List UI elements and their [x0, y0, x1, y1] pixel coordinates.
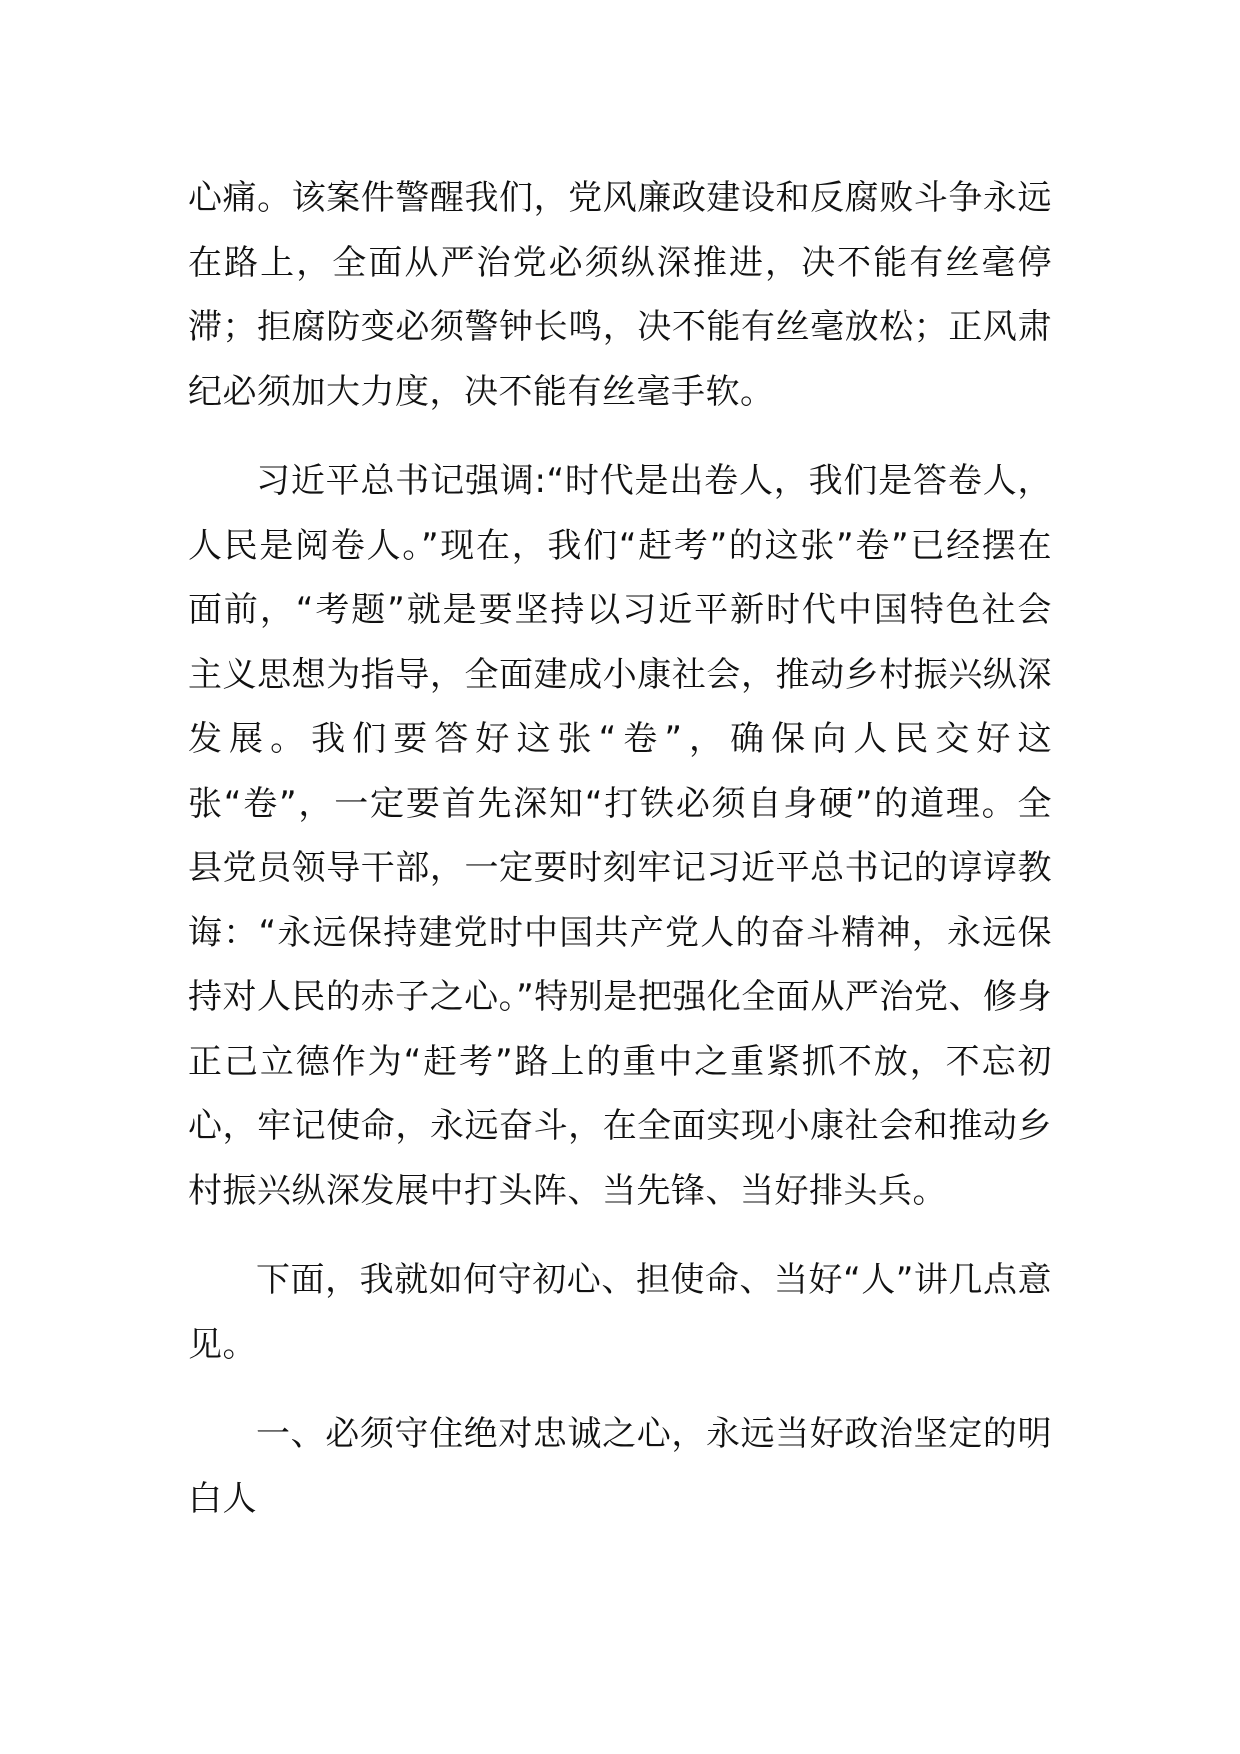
section-heading: 一、必须守住绝对忠诚之心，永远当好政治坚定的明白人 — [188, 1414, 1052, 1519]
paragraph-continuation: 心痛。该案件警醒我们，党风廉政建设和反腐败斗争永远在路上，全面从严治党必须纵深推进，决不能有丝毫停滞；拒腐防变必须警钟长鸣，决不能有丝毫放松；正风肃纪必须加大力度，决不能有丝毫手软。 — [188, 178, 1052, 412]
paragraph-quote: 习近平总书记强调:“时代是出卷人，我们是答卷人，人民是阅卷人。”现在，我们“赶考”的这张”卷”已经摆在面前，“考题”就是要坚持以习近平新时代中国特色社会主义思想为指导，全面建成小康社会，推动乡村振兴纵深发展。我们要答好这张“卷”，确保向人民交好这张“卷”，一定要首先深知“打铁必须自身硬”的道理。全县党员领导干部，一定要时刻牢记习近平总书记的谆谆教诲：“永远保持建党时中国共产党人的奋斗精神，永远保持对人民的赤子之心。”特别是把强化全面从严治党、修身正己立德作为“赶考”路上的重中之重紧抓不放，不忘初心，牢记使命，永远奋斗，在全面实现小康社会和推动乡村振兴纵深发展中打头阵、当先锋、当好排头兵。 — [188, 461, 1052, 1211]
document-body — [188, 166, 1052, 1531]
paragraph-intro: 下面，我就如何守初心、担使命、当好“人”讲几点意见。 — [188, 1260, 1052, 1365]
